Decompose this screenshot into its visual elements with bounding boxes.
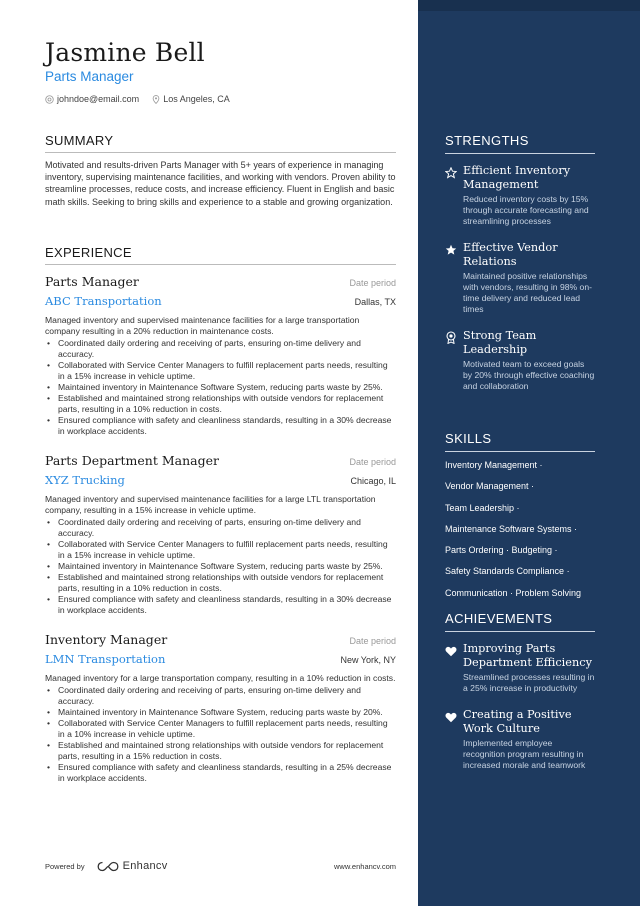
- skill-row: Communication · Problem Solving: [445, 587, 582, 598]
- job-title: Inventory Manager: [45, 632, 168, 647]
- job-bullet: • Coordinated daily ordering and receiving of parts, ensuring on-time delivery and accuracy.: [45, 338, 396, 360]
- skill-row: Vendor Management ·: [445, 481, 535, 492]
- job-bullet: • Maintained inventory in Maintenance Software System, reducing parts waste by 20%.: [45, 707, 396, 718]
- achievement-title: Improving Parts Department Efficiency: [463, 642, 592, 669]
- job-entry: [45, 453, 396, 616]
- job-bullet: • Maintained inventory in Maintenance Software System, reducing parts waste by 25%.: [45, 561, 396, 572]
- skills-heading: SKILLS: [445, 431, 595, 452]
- job-date: Date period: [349, 457, 396, 467]
- achievements-heading: ACHIEVEMENTS: [445, 611, 595, 632]
- job-location: Dallas, TX: [354, 297, 396, 307]
- strength-title: Strong Team Leadership: [463, 329, 537, 356]
- job-bullet: • Coordinated daily ordering and receiving of parts, ensuring on-time delivery and accuracy.: [45, 685, 396, 707]
- candidate-title: Parts Manager: [45, 69, 134, 84]
- contact-row: [45, 93, 396, 105]
- skills-list: [445, 456, 595, 602]
- job-entry: [45, 274, 396, 437]
- job-bullet: • Collaborated with Service Center Managers to fulfill replacement parts needs, resulting in a 15% increase in vehicle uptime.: [45, 360, 396, 382]
- footer-brand[interactable]: [45, 860, 168, 872]
- strength-item: [445, 241, 595, 315]
- achievements-section: [445, 611, 595, 771]
- experience-section: [45, 245, 396, 784]
- job-description: Managed inventory and supervised maintenance facilities for a large transportation company resulting in a 20% reduction in maintenance costs.: [45, 315, 360, 336]
- strengths-heading: STRENGTHS: [445, 133, 595, 154]
- job-company: XYZ Trucking: [45, 473, 125, 487]
- experience-heading: EXPERIENCE: [45, 245, 396, 265]
- at-icon: [45, 95, 54, 104]
- job-bullet: • Ensured compliance with safety and cleanliness standards, resulting in a 25% decrease in workplace accidents.: [45, 762, 396, 784]
- achievement-title: Creating a Positive Work Culture: [463, 708, 572, 735]
- location-pin-icon: [151, 95, 160, 104]
- achievement-description: Implemented employee recognition program resulting in increased morale and teamwork: [463, 738, 586, 770]
- heart-icon: [445, 708, 463, 771]
- job-bullet: • Established and maintained strong relationships with outside vendors for replacement parts, resulting in a 15% reduction in costs.: [45, 740, 396, 762]
- job-bullet: • Ensured compliance with safety and cleanliness standards, resulting in a 30% decrease in workplace accidents.: [45, 594, 396, 616]
- job-location: New York, NY: [340, 655, 396, 665]
- summary-text: Motivated and results-driven Parts Manager with 5+ years of experience in managing inventory, supervising maintenance facilities, and working with vendors. Proven ability to streamline processes, reduce costs, and increase efficiency. Fluent in English and basic math skills. Seeking to bring skills and experience to a stable and growing organization.: [45, 160, 396, 207]
- job-bullet: • Established and maintained strong relationships with outside vendors for replacement parts, resulting in a 10% reduction in costs.: [45, 393, 396, 415]
- summary-section: [45, 133, 396, 208]
- skill-row: Inventory Management ·: [445, 460, 543, 470]
- achievement-item: [445, 642, 595, 694]
- strengths-section: [445, 133, 595, 392]
- strength-title: Effective Vendor Relations: [463, 241, 558, 268]
- job-company: LMN Transportation: [45, 652, 166, 666]
- location-text: Los Angeles, CA: [163, 94, 230, 104]
- job-bullets: [45, 338, 396, 437]
- location-item: [151, 94, 230, 104]
- heart-icon: [445, 642, 463, 694]
- job-date: Date period: [349, 636, 396, 646]
- resume-header: [45, 38, 396, 105]
- job-title: Parts Manager: [45, 274, 139, 289]
- summary-heading: SUMMARY: [45, 133, 396, 153]
- email-item[interactable]: [45, 94, 139, 104]
- job-bullet: • Collaborated with Service Center Managers to fulfill replacement parts needs, resulting in a 15% increase in vehicle uptime.: [45, 539, 396, 561]
- job-bullet: • Maintained inventory in Maintenance Software System, reducing parts waste by 25%.: [45, 382, 396, 393]
- strength-description: Motivated team to exceed goals by 20% through effective coaching and collaboration: [463, 359, 595, 391]
- job-location: Chicago, IL: [350, 476, 396, 486]
- skill-row: Parts Ordering · Budgeting ·: [445, 545, 558, 556]
- strength-item: [445, 164, 595, 227]
- job-bullets: [45, 517, 396, 616]
- strength-description: Reduced inventory costs by 15% through accurate forecasting and streamlining processes: [463, 194, 589, 226]
- job-title: Parts Department Manager: [45, 453, 219, 468]
- medal-icon: [445, 329, 463, 392]
- skills-section: [445, 431, 595, 602]
- candidate-name: Jasmine Bell: [45, 38, 205, 67]
- enhancv-logo-text: Enhancv: [122, 860, 168, 872]
- job-bullet: • Collaborated with Service Center Managers to fulfill replacement parts needs, resulting in a 10% increase in vehicle uptime.: [45, 718, 396, 740]
- job-bullet: • Established and maintained strong relationships with outside vendors for replacement parts, resulting in a 10% reduction in costs.: [45, 572, 396, 594]
- job-entry: [45, 632, 396, 784]
- sidebar-top-bar: [418, 0, 640, 11]
- footer: [45, 860, 396, 872]
- strength-item: [445, 329, 595, 392]
- footer-website-link[interactable]: www.enhancv.com: [334, 861, 396, 871]
- job-bullet: • Ensured compliance with safety and cleanliness standards, resulting in a 30% decrease in workplace accidents.: [45, 415, 396, 437]
- star-outline-icon: [445, 164, 463, 227]
- job-bullet: • Coordinated daily ordering and receiving of parts, ensuring on-time delivery and accuracy.: [45, 517, 396, 539]
- strength-title: Efficient Inventory Management: [463, 164, 571, 191]
- email-text: johndoe@email.com: [57, 94, 140, 104]
- skill-row: Maintenance Software Systems ·: [445, 523, 578, 534]
- achievement-description: Streamlined processes resulting in a 25% increase in productivity: [463, 672, 595, 693]
- enhancv-logo-icon: [97, 861, 119, 872]
- job-bullets: [45, 685, 396, 784]
- job-description: Managed inventory and supervised maintenance facilities for a large LTL transportation company, resulting in a 15% increase in vehicle uptime.: [45, 494, 376, 515]
- skill-row: Team Leadership ·: [445, 502, 520, 513]
- job-description: Managed inventory for a large transportation company, resulting in a 10% reduction in costs.: [45, 673, 396, 683]
- job-date: Date period: [349, 278, 396, 288]
- achievement-item: [445, 708, 595, 771]
- job-company: ABC Transportation: [45, 294, 162, 308]
- strength-description: Maintained positive relationships with vendors, resulting in 98% on-time delivery and reduced lead times: [463, 271, 592, 314]
- skill-row: Safety Standards Compliance ·: [445, 566, 570, 577]
- star-filled-icon: [445, 241, 463, 315]
- powered-by-text: Powered by: [45, 861, 85, 871]
